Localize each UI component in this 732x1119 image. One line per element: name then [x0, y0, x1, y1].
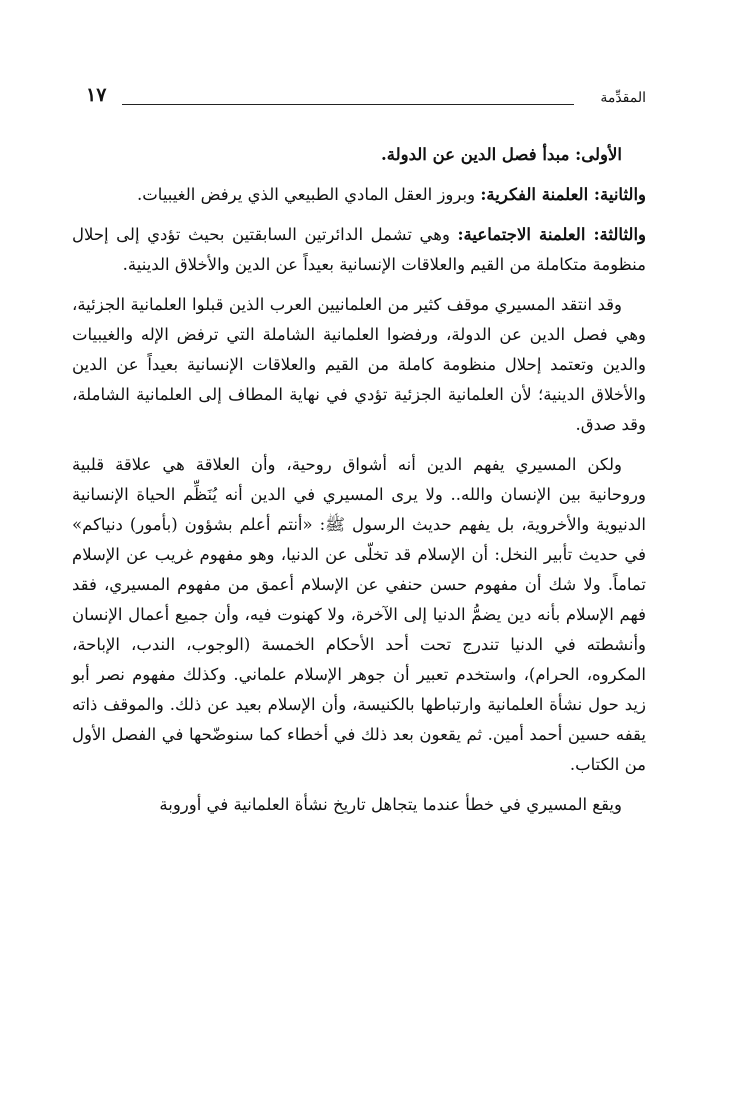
header-rule: [122, 104, 574, 105]
page-header: [86, 82, 646, 112]
paragraph-2: [72, 180, 646, 210]
running-title: المقدِّمة: [600, 90, 646, 106]
page-body: [72, 140, 646, 830]
paragraph-3: [72, 220, 646, 280]
paragraph-5: ولكن المسيري يفهم الدين أنه أشواق روحية، وأن العلاقة هي علاقة قلبية وروحانية بين الإنسان والله.. ولا يرى المسيري في الدين أنه يُنَظِّم الحياة الإنسانية الدنيوية والأخروية، بل يفهم حديث الرسول ﷺ: «أنتم أعلم بشؤون (بأمور) دنياكم» في حديث تأبير النخل: أن الإسلام قد تخلّى عن الدنيا، وهو مفهوم غريب عن الإسلام تماماً. ولا شك أن مفهوم حسن حنفي عن الإسلام أعمق من مفهوم المسيري، فقد فهم الإسلام بأنه دين يضمُّ الدنيا إلى الآخرة، ولا كهنوت فيه، وأن جميع أعمال الإنسان وأنشطته في الدنيا تندرج تحت أحد الأحكام الخمسة (الوجوب، الندب، الإباحة، المكروه، الحرام)، واستخدم تعبير أن جوهر الإسلام علماني. وكذلك مفهوم نصر أبو زيد حول نشأة العلمانية وارتباطها بالكنيسة، وأن الإسلام بعيد عن ذلك. والموقف ذاته يقفه حسين أحمد أمين. ثم يقعون بعد ذلك في أخطاء كما سنوضّحها في الفصل الأول من الكتاب.: [72, 455, 646, 774]
paragraph-1: [72, 140, 622, 170]
paragraph-text: وهي تشمل الدائرتين السابقتين بحيث تؤدي إلى إحلال منظومة متكاملة من القيم والعلاقات الإنسانية بعيداً عن الدين والأخلاق الدينية.: [72, 225, 646, 274]
paragraph-text: وبروز العقل المادي الطبيعي الذي يرفض الغيبيات.: [137, 185, 481, 204]
paragraph-lead: والثانية: العلمنة الفكرية:: [480, 185, 646, 204]
paragraph-4: وقد انتقد المسيري موقف كثير من العلمانيين العرب الذين قبلوا العلمانية الجزئية، وهي فصل الدين عن الدولة، ورفضوا العلمانية الشاملة التي ترفض الإله والغيبيات والدين وتعتمد إحلال منظومة كاملة من القيم والعلاقات الإنسانية بعيداً عن الدين والأخلاق الدينية؛ لأن العلمانية الجزئية تؤدي في نهاية المطاف إلى العلمانية الشاملة، وقد صدق.: [72, 295, 646, 434]
paragraph-lead: والثالثة: العلمنة الاجتماعية:: [457, 225, 646, 244]
paragraph-6: ويقع المسيري في خطأ عندما يتجاهل تاريخ نشأة العلمانية في أوروبة: [159, 795, 622, 814]
paragraph-lead: الأولى: مبدأ فصل الدين عن الدولة.: [381, 145, 622, 164]
page-number: ١٧: [86, 84, 107, 106]
